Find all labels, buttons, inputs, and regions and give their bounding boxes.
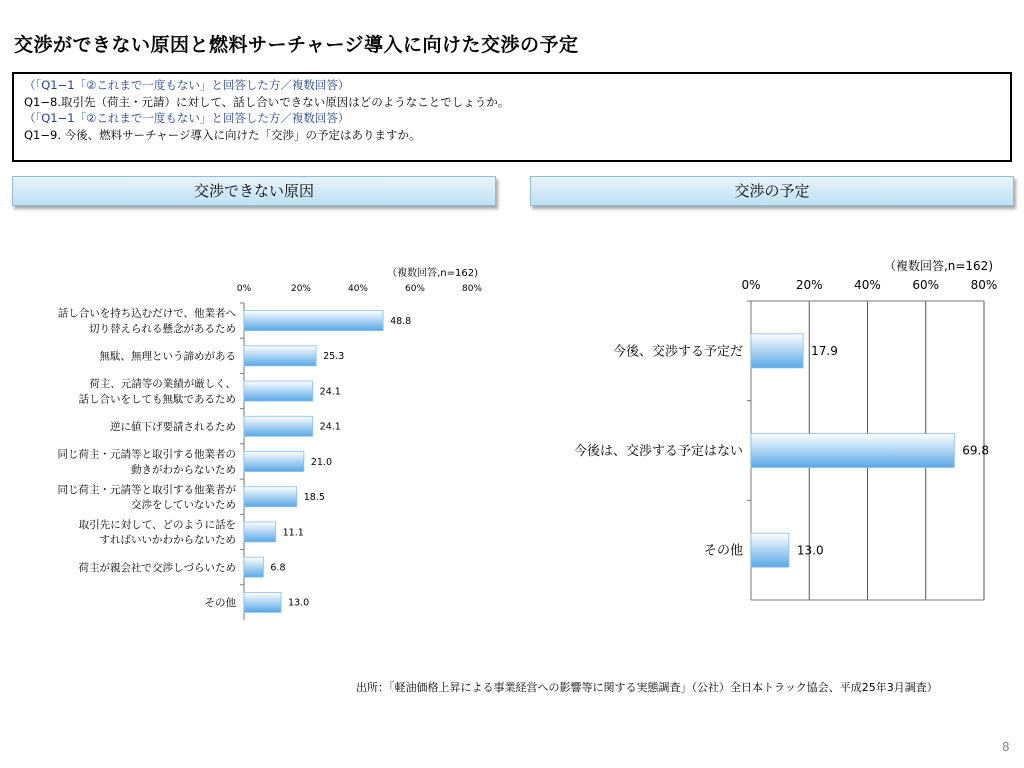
- plan-bar: [751, 533, 789, 567]
- reasons-category-label: その他: [204, 597, 236, 610]
- reasons-tick-label: 0%: [236, 284, 252, 294]
- reasons-value-label: 21.0: [310, 456, 333, 468]
- plan-value-label: 13.0: [796, 543, 824, 558]
- reasons-bar: [244, 522, 276, 542]
- reasons-category-label: 同じ荷主・元請等と取引する他業者が: [57, 483, 236, 496]
- chart-reasons: [58, 266, 483, 620]
- source-citation: 出所：「軽油価格上昇による事業経営への影響等に関する実態調査」（公社）全日本トラック協会、平成25年3月調査）: [356, 681, 938, 694]
- reasons-note: （複数回答,n=162): [387, 268, 478, 279]
- reasons-bar: [244, 557, 263, 577]
- page-number: 8: [1002, 740, 1010, 754]
- reasons-category-label: 荷主が親会社で交渉しづらいため: [78, 561, 236, 574]
- section-header-reasons: 交渉できない原因: [12, 176, 496, 206]
- question-condition-2: （「Q1−1「②これまで一度もない」と回答した方／複数回答）: [24, 111, 350, 125]
- plan-bar: [751, 434, 954, 468]
- plan-tick-label: 60%: [912, 278, 940, 292]
- reasons-category-label: 同じ荷主・元請等と取引する他業者の: [57, 448, 236, 461]
- plan-bar: [751, 334, 803, 368]
- reasons-category-label: 逆に値下げ要請されるため: [110, 420, 236, 433]
- plan-tick-label: 20%: [795, 278, 823, 292]
- reasons-value-label: 24.1: [319, 386, 341, 398]
- reasons-tick-label: 60%: [404, 284, 426, 294]
- reasons-category-label: 話し合いをしても無駄であるため: [78, 393, 236, 406]
- page-title: 交渉ができない原因と燃料サーチャージ導入に向けた交渉の予定: [14, 34, 579, 56]
- plan-tick-label: 40%: [854, 278, 881, 292]
- reasons-bar: [244, 416, 313, 436]
- reasons-value-label: 18.5: [303, 492, 325, 504]
- question-q1-9: Q1−9. 今後、燃料サーチャージ導入に向けた「交渉」の予定はありますか。: [24, 127, 421, 142]
- plan-value-label: 69.8: [962, 443, 990, 458]
- reasons-bar: [244, 592, 281, 612]
- chart-plan: [574, 258, 997, 600]
- plan-note: （複数回答,n=162): [883, 259, 993, 273]
- reasons-value-label: 13.0: [288, 597, 310, 609]
- reasons-bar: [244, 487, 297, 507]
- reasons-category-label: 荷主、元請等の業績が厳しく、: [89, 378, 236, 391]
- reasons-value-label: 6.8: [270, 562, 286, 574]
- reasons-category-label: 無駄、無理という諦めがある: [99, 350, 236, 363]
- section-header-plan: 交渉の予定: [530, 176, 1014, 206]
- reasons-category-label: 取引先に対して、どのように話を: [78, 519, 236, 532]
- reasons-tick-label: 80%: [461, 284, 483, 294]
- reasons-category-label: 話し合いを持ち込むだけで、他業者へ: [57, 307, 236, 320]
- reasons-value-label: 48.8: [390, 315, 412, 327]
- reasons-bar: [244, 346, 316, 366]
- reasons-bar: [244, 381, 313, 401]
- plan-value-label: 17.9: [811, 344, 838, 359]
- plan-category-label: 今後、交渉する予定だ: [612, 344, 743, 360]
- reasons-value-label: 24.1: [319, 421, 341, 433]
- reasons-value-label: 11.1: [282, 527, 304, 539]
- reasons-bar: [244, 452, 304, 472]
- reasons-category-label: 交渉をしていないため: [131, 499, 236, 512]
- plan-tick-label: 0%: [741, 278, 761, 292]
- plan-category-label: 今後は、交渉する予定はない: [573, 444, 743, 460]
- reasons-tick-label: 40%: [347, 284, 369, 294]
- plan-category-label: その他: [703, 543, 743, 559]
- question-condition-1: （「Q1−1「②これまで一度もない」と回答した方／複数回答）: [24, 78, 350, 92]
- reasons-value-label: 25.3: [323, 351, 345, 363]
- reasons-bar: [244, 311, 383, 331]
- reasons-category-label: 切り替えられる懸念があるため: [89, 322, 236, 335]
- plan-tick-label: 80%: [970, 278, 998, 292]
- reasons-category-label: 動きがわからないため: [131, 463, 236, 476]
- question-q1-8: Q1−8.取引先（荷主・元請）に対して、話し合いできない原因はどのようなことでしょうか。: [24, 94, 510, 109]
- reasons-category-label: すればいいかわからないため: [99, 534, 236, 547]
- reasons-tick-label: 20%: [290, 284, 312, 294]
